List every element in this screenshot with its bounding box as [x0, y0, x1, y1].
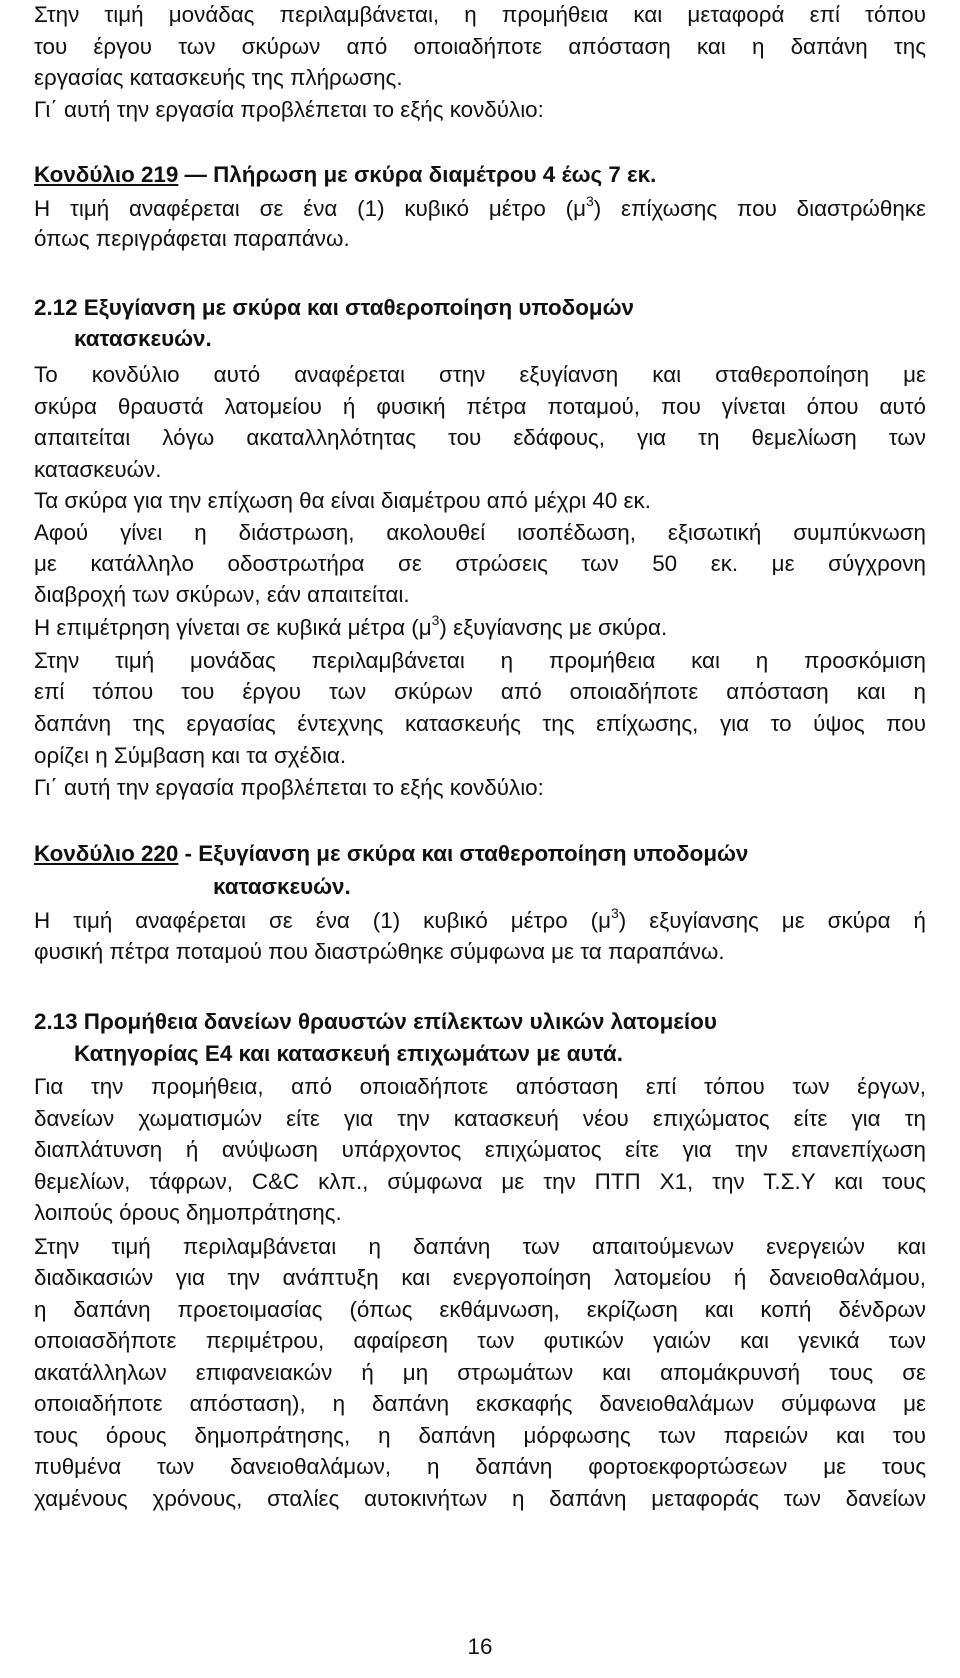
item-220-text: ) εξυγίανσης με σκύρα ή	[618, 908, 926, 933]
superscript: 3	[585, 192, 594, 209]
item-220-text: Η τιμή αναφέρεται σε ένα (1) κυβικό μέτρο (μ	[34, 908, 611, 933]
item-219-text: ) επίχωσης που διαστρώθηκε	[593, 196, 926, 221]
superscript: 3	[431, 611, 440, 628]
body-text-line: θεμελίων, τάφρων, C&C κλπ., σύμφωνα με την ΠΤΠ Χ1, την Τ.Σ.Υ και τους	[34, 1169, 926, 1194]
item-219-description	[34, 194, 926, 224]
body-text-line: Στην τιμή μονάδας περιλαμβάνεται η προμήθεια και η προσκόμιση	[34, 648, 926, 673]
item-220-code: Κονδύλιο 220	[34, 841, 179, 866]
item-219-text: Η τιμή αναφέρεται σε ένα (1) κυβικό μέτρο (μ	[34, 196, 586, 221]
body-text-line: φυσική πέτρα ποταμού που διαστρώθηκε σύμφωνα με τα παραπάνω.	[34, 939, 725, 964]
body-text-line: διαπλάτυνση ή ανύψωση υπάρχοντος επιχώματος είτε για την επανεπίχωση	[34, 1137, 926, 1162]
measurement-text: Η επιμέτρηση γίνεται σε κυβικά μέτρα (μ	[34, 615, 432, 640]
body-text-line: του έργου των σκύρων από οποιαδήποτε απόσταση και η δαπάνη της	[34, 34, 926, 59]
section-213-heading-cont: Κατηγορίας Ε4 και κατασκευή επιχωμάτων με αυτά.	[74, 1041, 623, 1066]
body-text-line: Γι΄ αυτή την εργασία προβλέπεται το εξής κονδύλιο:	[34, 97, 544, 122]
section-213-heading: 2.13 Προμήθεια δανείων θραυστών επίλεκτων υλικών λατομείου	[34, 1009, 717, 1034]
section-212-heading: 2.12 Εξυγίανση με σκύρα και σταθεροποίηση υποδομών	[34, 295, 634, 320]
item-220-title: - Εξυγίανση με σκύρα και σταθεροποίηση υποδομών	[178, 841, 749, 866]
item-220-title-cont: κατασκευών.	[213, 874, 351, 899]
body-text-line: όπως περιγράφεται παραπάνω.	[34, 226, 350, 251]
body-text-line: Για την προμήθεια, από οποιαδήποτε απόσταση επί τόπου των έργων,	[34, 1074, 926, 1099]
item-220-heading	[34, 839, 926, 869]
body-text-line: τους όρους δημοπράτησης, η δαπάνη μόρφωσης των παρειών και του	[34, 1423, 926, 1448]
body-text-line: εργασίας κατασκευής της πλήρωσης.	[34, 65, 403, 90]
item-220-description	[34, 906, 926, 936]
body-text-line: χαμένους χρόνους, σταλίες αυτοκινήτων η δαπάνη μεταφοράς των δανείων	[34, 1486, 926, 1511]
section-212-heading-cont: κατασκευών.	[74, 326, 212, 351]
body-text-line: οποιαδήποτε απόσταση), η δαπάνη εκσκαφής δανειοθαλάμων σύμφωνα με	[34, 1391, 926, 1416]
body-text-line: δαπάνη της εργασίας έντεχνης κατασκευής της επίχωσης, για το ύψος που	[34, 711, 926, 736]
body-text-line: Αφού γίνει η διάστρωση, ακολουθεί ισοπέδωση, εξισωτική συμπύκνωση	[34, 520, 926, 545]
body-text-line: Γι΄ αυτή την εργασία προβλέπεται το εξής κονδύλιο:	[34, 775, 544, 800]
body-text-line: διαβροχή των σκύρων, εάν απαιτείται.	[34, 582, 410, 607]
body-text-line: πυθμένα των δανειοθαλάμων, η δαπάνη φορτοεκφορτώσεων με τους	[34, 1454, 926, 1479]
body-text-line: επί τόπου του έργου των σκύρων από οποιαδήποτε απόσταση και η	[34, 679, 926, 704]
body-text-line: δανείων χωματισμών είτε για την κατασκευή νέου επιχώματος είτε για τη	[34, 1106, 926, 1131]
body-text-line: απαιτείται λόγω ακαταλληλότητας του εδάφους, για τη θεμελίωση των	[34, 425, 926, 450]
body-text-line: ακατάλληλων επιφανειακών ή μη στρωμάτων και απομάκρυνσή τους σε	[34, 1360, 926, 1385]
body-text-line: Το κονδύλιο αυτό αναφέρεται στην εξυγίανση και σταθεροποίηση με	[34, 362, 926, 387]
measurement-line	[34, 613, 926, 643]
item-219-heading	[34, 160, 926, 190]
measurement-text: ) εξυγίανσης με σκύρα.	[439, 615, 668, 640]
body-text-line: λοιπούς όρους δημοπράτησης.	[34, 1200, 342, 1225]
body-text-line: Στην τιμή μονάδας περιλαμβάνεται, η προμήθεια και μεταφορά επί τόπου	[34, 2, 926, 27]
page-number: 16	[467, 1634, 493, 1659]
body-text-line: οποιασδήποτε περιμέτρου, αφαίρεση των φυτικών γαιών και γενικά των	[34, 1328, 926, 1353]
body-text-line: κατασκευών.	[34, 457, 162, 482]
body-text-line: με κατάλληλο οδοστρωτήρα σε στρώσεις των 50 εκ. με σύγχρονη	[34, 551, 926, 576]
body-text-line: η δαπάνη προετοιμασίας (όπως εκθάμνωση, εκρίζωση και κοπή δένδρων	[34, 1297, 926, 1322]
item-219-title: — Πλήρωση με σκύρα διαμέτρου 4 έως 7 εκ.	[178, 162, 657, 187]
item-219-code: Κονδύλιο 219	[34, 162, 179, 187]
body-text-line: σκύρα θραυστά λατομείου ή φυσική πέτρα ποταμού, που γίνεται όπου αυτό	[34, 394, 926, 419]
superscript: 3	[611, 904, 619, 921]
body-text-line: Στην τιμή περιλαμβάνεται η δαπάνη των απαιτούμενων ενεργειών και	[34, 1234, 926, 1259]
body-text-line: διαδικασιών για την ανάπτυξη και ενεργοποίηση λατομείου ή δανειοθαλάμου,	[34, 1265, 926, 1290]
body-text-line: Τα σκύρα για την επίχωση θα είναι διαμέτρου από μέχρι 40 εκ.	[34, 488, 651, 513]
body-text-line: ορίζει η Σύμβαση και τα σχέδια.	[34, 743, 347, 768]
